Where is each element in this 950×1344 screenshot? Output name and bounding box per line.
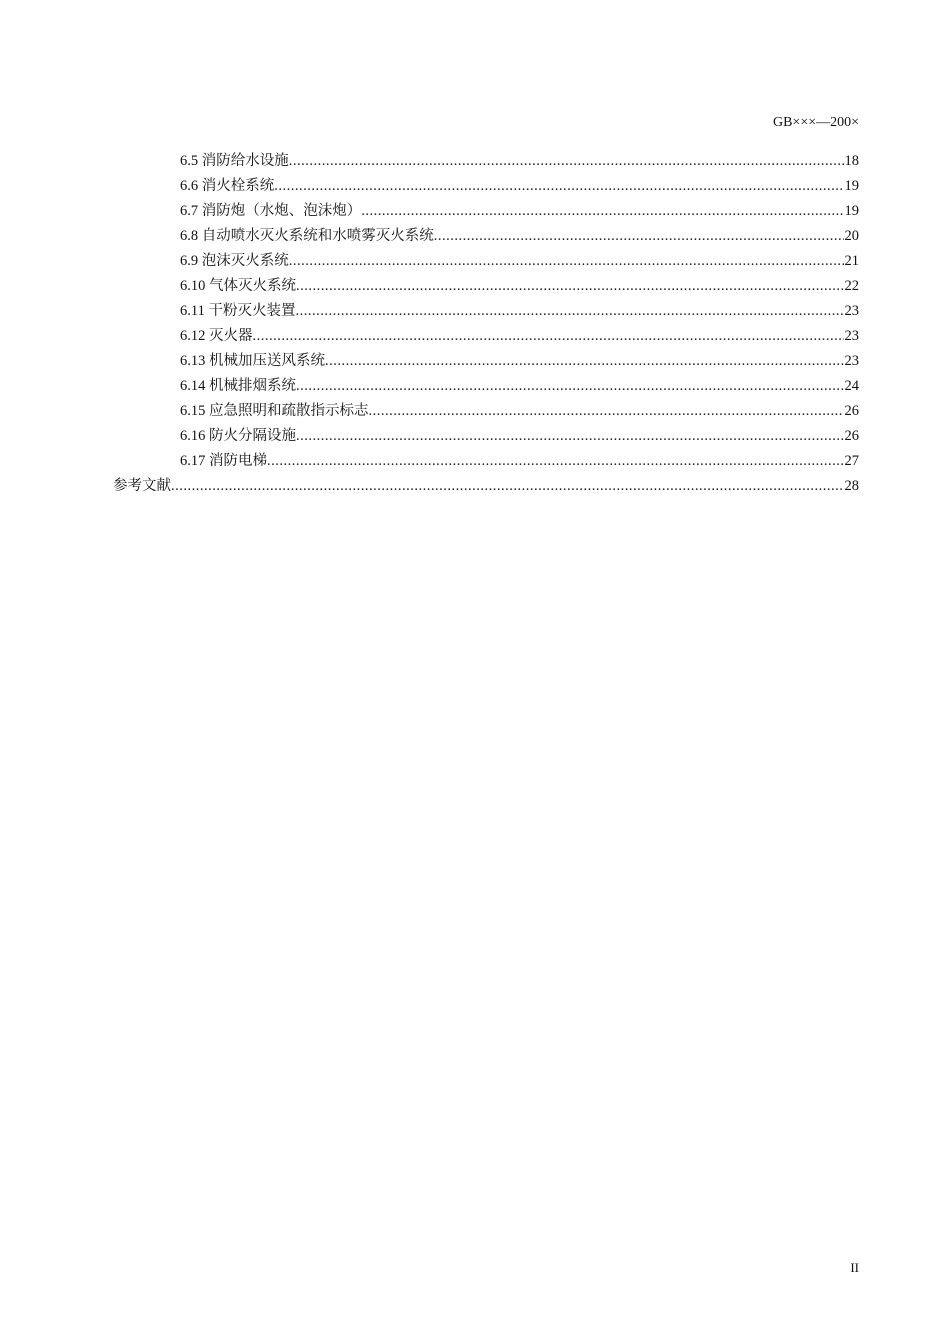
toc-dot-leader xyxy=(171,476,844,496)
toc-section-number: 6.16 xyxy=(180,428,206,444)
toc-entry[interactable] xyxy=(113,326,859,351)
toc-entry-label xyxy=(180,451,267,471)
toc-entry[interactable] xyxy=(113,426,859,451)
document-code-header: GB×××—200× xyxy=(772,115,859,130)
toc-dot-leader xyxy=(325,351,844,371)
toc-page-number: 19 xyxy=(844,178,859,194)
toc-section-title: 消防电梯 xyxy=(209,453,267,469)
toc-dot-leader xyxy=(296,276,844,296)
toc-page-number: 23 xyxy=(844,303,859,319)
toc-dot-leader xyxy=(296,376,844,396)
toc-entry-label xyxy=(113,476,171,496)
toc-page-number: 26 xyxy=(844,403,859,419)
toc-section-title: 参考文献 xyxy=(113,478,171,494)
toc-page-number: 24 xyxy=(844,378,859,394)
toc-entry[interactable] xyxy=(113,176,859,201)
toc-entry-label xyxy=(180,376,296,396)
toc-page-number: 28 xyxy=(844,478,859,494)
toc-entry-label xyxy=(180,251,289,271)
toc-section-title: 消防炮（水炮、泡沫炮） xyxy=(201,203,362,219)
toc-page-number: 19 xyxy=(844,203,859,219)
toc-entry[interactable] xyxy=(113,201,859,226)
toc-section-number: 6.9 xyxy=(180,253,199,269)
toc-dot-leader xyxy=(289,251,844,271)
toc-section-title: 机械加压送风系统 xyxy=(209,353,325,369)
toc-page-number: 20 xyxy=(844,228,859,244)
toc-entry-label xyxy=(180,226,434,246)
toc-section-title: 干粉灭火装置 xyxy=(208,303,296,319)
toc-dot-leader xyxy=(289,151,844,171)
toc-entry-label xyxy=(180,276,296,296)
table-of-contents xyxy=(113,151,859,501)
toc-entry[interactable] xyxy=(113,301,859,326)
toc-entry-label xyxy=(180,176,274,196)
toc-entry-label xyxy=(180,151,289,171)
toc-dot-leader xyxy=(361,201,843,221)
toc-section-number: 6.11 xyxy=(180,303,205,319)
toc-entry[interactable] xyxy=(113,351,859,376)
toc-entry[interactable] xyxy=(113,376,859,401)
toc-page-number: 21 xyxy=(844,253,859,269)
toc-section-title: 防火分隔设施 xyxy=(209,428,296,444)
toc-entry-label xyxy=(180,201,361,221)
toc-entry[interactable] xyxy=(113,401,859,426)
toc-section-number: 6.8 xyxy=(180,228,199,244)
toc-entry-label xyxy=(180,301,295,321)
toc-section-number: 6.15 xyxy=(180,403,206,419)
toc-page-number: 26 xyxy=(844,428,859,444)
toc-section-title: 消火栓系统 xyxy=(201,178,275,194)
toc-section-title: 机械排烟系统 xyxy=(209,378,296,394)
toc-section-number: 6.5 xyxy=(180,153,199,169)
toc-dot-leader xyxy=(253,326,844,346)
toc-section-number: 6.6 xyxy=(180,178,199,194)
toc-entry[interactable] xyxy=(113,226,859,251)
toc-page-number: 23 xyxy=(844,353,859,369)
toc-entry-label xyxy=(180,326,253,346)
toc-section-title: 消防给水设施 xyxy=(201,153,289,169)
toc-page-number: 27 xyxy=(844,453,859,469)
toc-entry-label xyxy=(180,426,296,446)
toc-section-number: 6.7 xyxy=(180,203,199,219)
toc-page-number: 22 xyxy=(844,278,859,294)
toc-entry-label xyxy=(180,351,325,371)
toc-section-title: 自动喷水灭火系统和水喷雾灭火系统 xyxy=(201,228,434,244)
toc-dot-leader xyxy=(434,226,844,246)
toc-section-number: 6.10 xyxy=(180,278,206,294)
toc-entry[interactable] xyxy=(113,451,859,476)
toc-entry[interactable] xyxy=(113,151,859,176)
toc-dot-leader xyxy=(267,451,844,471)
toc-entry[interactable] xyxy=(113,276,859,301)
toc-section-number: 6.12 xyxy=(180,328,206,344)
toc-dot-leader xyxy=(296,426,844,446)
toc-section-number: 6.13 xyxy=(180,353,206,369)
toc-entry-label xyxy=(180,401,369,421)
toc-dot-leader xyxy=(274,176,843,196)
toc-section-number: 6.14 xyxy=(180,378,206,394)
toc-section-title: 灭火器 xyxy=(209,328,253,344)
toc-page-number: 18 xyxy=(844,153,859,169)
toc-dot-leader xyxy=(295,301,843,321)
toc-section-title: 气体灭火系统 xyxy=(209,278,296,294)
toc-section-number: 6.17 xyxy=(180,453,206,469)
toc-entry[interactable] xyxy=(113,251,859,276)
toc-entry[interactable] xyxy=(113,476,859,501)
toc-page-number: 23 xyxy=(844,328,859,344)
toc-dot-leader xyxy=(369,401,844,421)
toc-section-title: 应急照明和疏散指示标志 xyxy=(209,403,369,419)
page-number-footer: II xyxy=(850,1260,859,1275)
toc-section-title: 泡沫灭火系统 xyxy=(201,253,289,269)
